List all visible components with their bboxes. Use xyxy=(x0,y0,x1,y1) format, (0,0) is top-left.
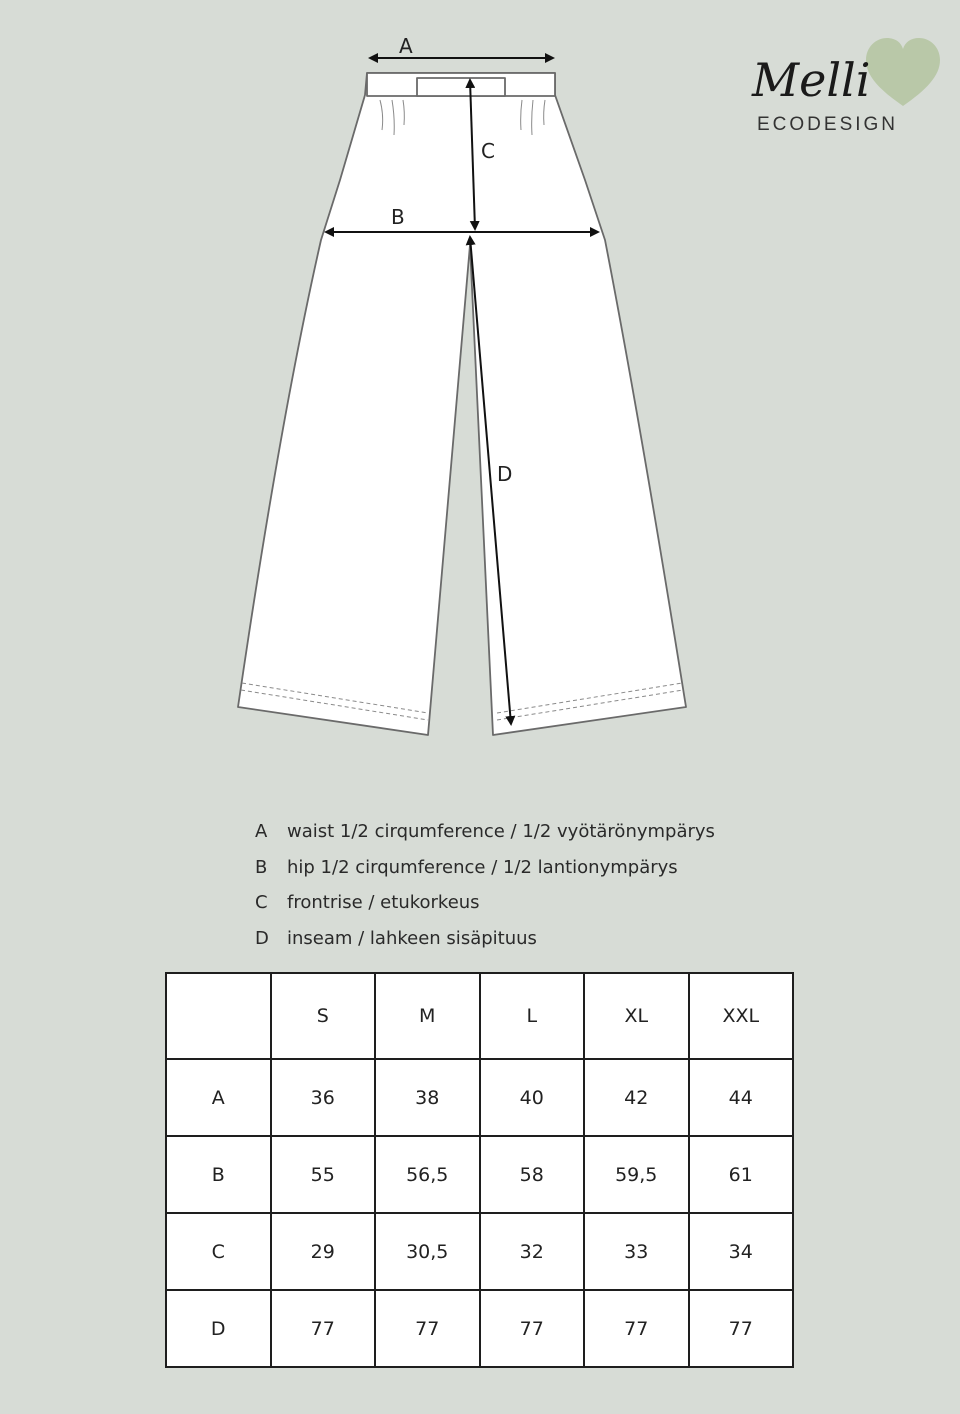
legend-item xyxy=(255,921,715,957)
trousers-outline xyxy=(238,73,686,735)
table-cell: 56,5 xyxy=(375,1136,480,1213)
dimension-label-d: D xyxy=(497,462,513,486)
logo-script: Melli xyxy=(752,53,871,107)
table-cell: 34 xyxy=(689,1213,794,1290)
table-cell: 30,5 xyxy=(375,1213,480,1290)
size-table xyxy=(165,972,794,1368)
measurement-legend xyxy=(255,814,715,956)
legend-key: B xyxy=(255,856,268,878)
legend-item xyxy=(255,850,715,886)
size-header-xxl: XXL xyxy=(689,973,794,1059)
table-header-row xyxy=(166,973,793,1059)
table-cell: 77 xyxy=(375,1290,480,1367)
dimension-label-a: A xyxy=(399,34,413,58)
row-label: A xyxy=(166,1059,271,1136)
size-header-xl: XL xyxy=(584,973,689,1059)
table-cell: 61 xyxy=(689,1136,794,1213)
legend-text: waist 1/2 cirqumference / 1/2 vyötärönympärys xyxy=(287,821,715,843)
table-cell: 77 xyxy=(480,1290,585,1367)
table-row xyxy=(166,1290,793,1367)
legend-item xyxy=(255,885,715,921)
table-cell: 77 xyxy=(271,1290,376,1367)
size-header-m: M xyxy=(375,973,480,1059)
table-row xyxy=(166,1059,793,1136)
legend-item xyxy=(255,814,715,850)
table-row xyxy=(166,1136,793,1213)
table-cell: 32 xyxy=(480,1213,585,1290)
table-cell: 55 xyxy=(271,1136,376,1213)
brand-logo xyxy=(751,38,940,107)
size-header-l: L xyxy=(480,973,585,1059)
logo-subtitle: ECODESIGN xyxy=(757,114,899,135)
size-header-s: S xyxy=(271,973,376,1059)
table-cell: 77 xyxy=(584,1290,689,1367)
table-cell: 40 xyxy=(480,1059,585,1136)
table-cell: 59,5 xyxy=(584,1136,689,1213)
heart-icon xyxy=(866,38,940,106)
table-cell: 42 xyxy=(584,1059,689,1136)
table-cell: 36 xyxy=(271,1059,376,1136)
table-cell: 29 xyxy=(271,1213,376,1290)
table-cell: 44 xyxy=(689,1059,794,1136)
dimension-label-b: B xyxy=(391,205,405,229)
table-cell: 38 xyxy=(375,1059,480,1136)
table-cell: 77 xyxy=(689,1290,794,1367)
row-label: C xyxy=(166,1213,271,1290)
legend-key: D xyxy=(255,927,269,949)
table-corner-cell xyxy=(166,973,271,1059)
table-cell: 33 xyxy=(584,1213,689,1290)
legend-key: C xyxy=(255,892,268,914)
table-row xyxy=(166,1213,793,1290)
legend-text: inseam / lahkeen sisäpituus xyxy=(287,927,537,949)
table-cell: 58 xyxy=(480,1136,585,1213)
legend-key: A xyxy=(255,821,268,843)
dimension-label-c: C xyxy=(481,139,495,163)
legend-text: hip 1/2 cirqumference / 1/2 lantionympärys xyxy=(287,856,678,878)
row-label: B xyxy=(166,1136,271,1213)
row-label: D xyxy=(166,1290,271,1367)
legend-text: frontrise / etukorkeus xyxy=(287,892,480,914)
